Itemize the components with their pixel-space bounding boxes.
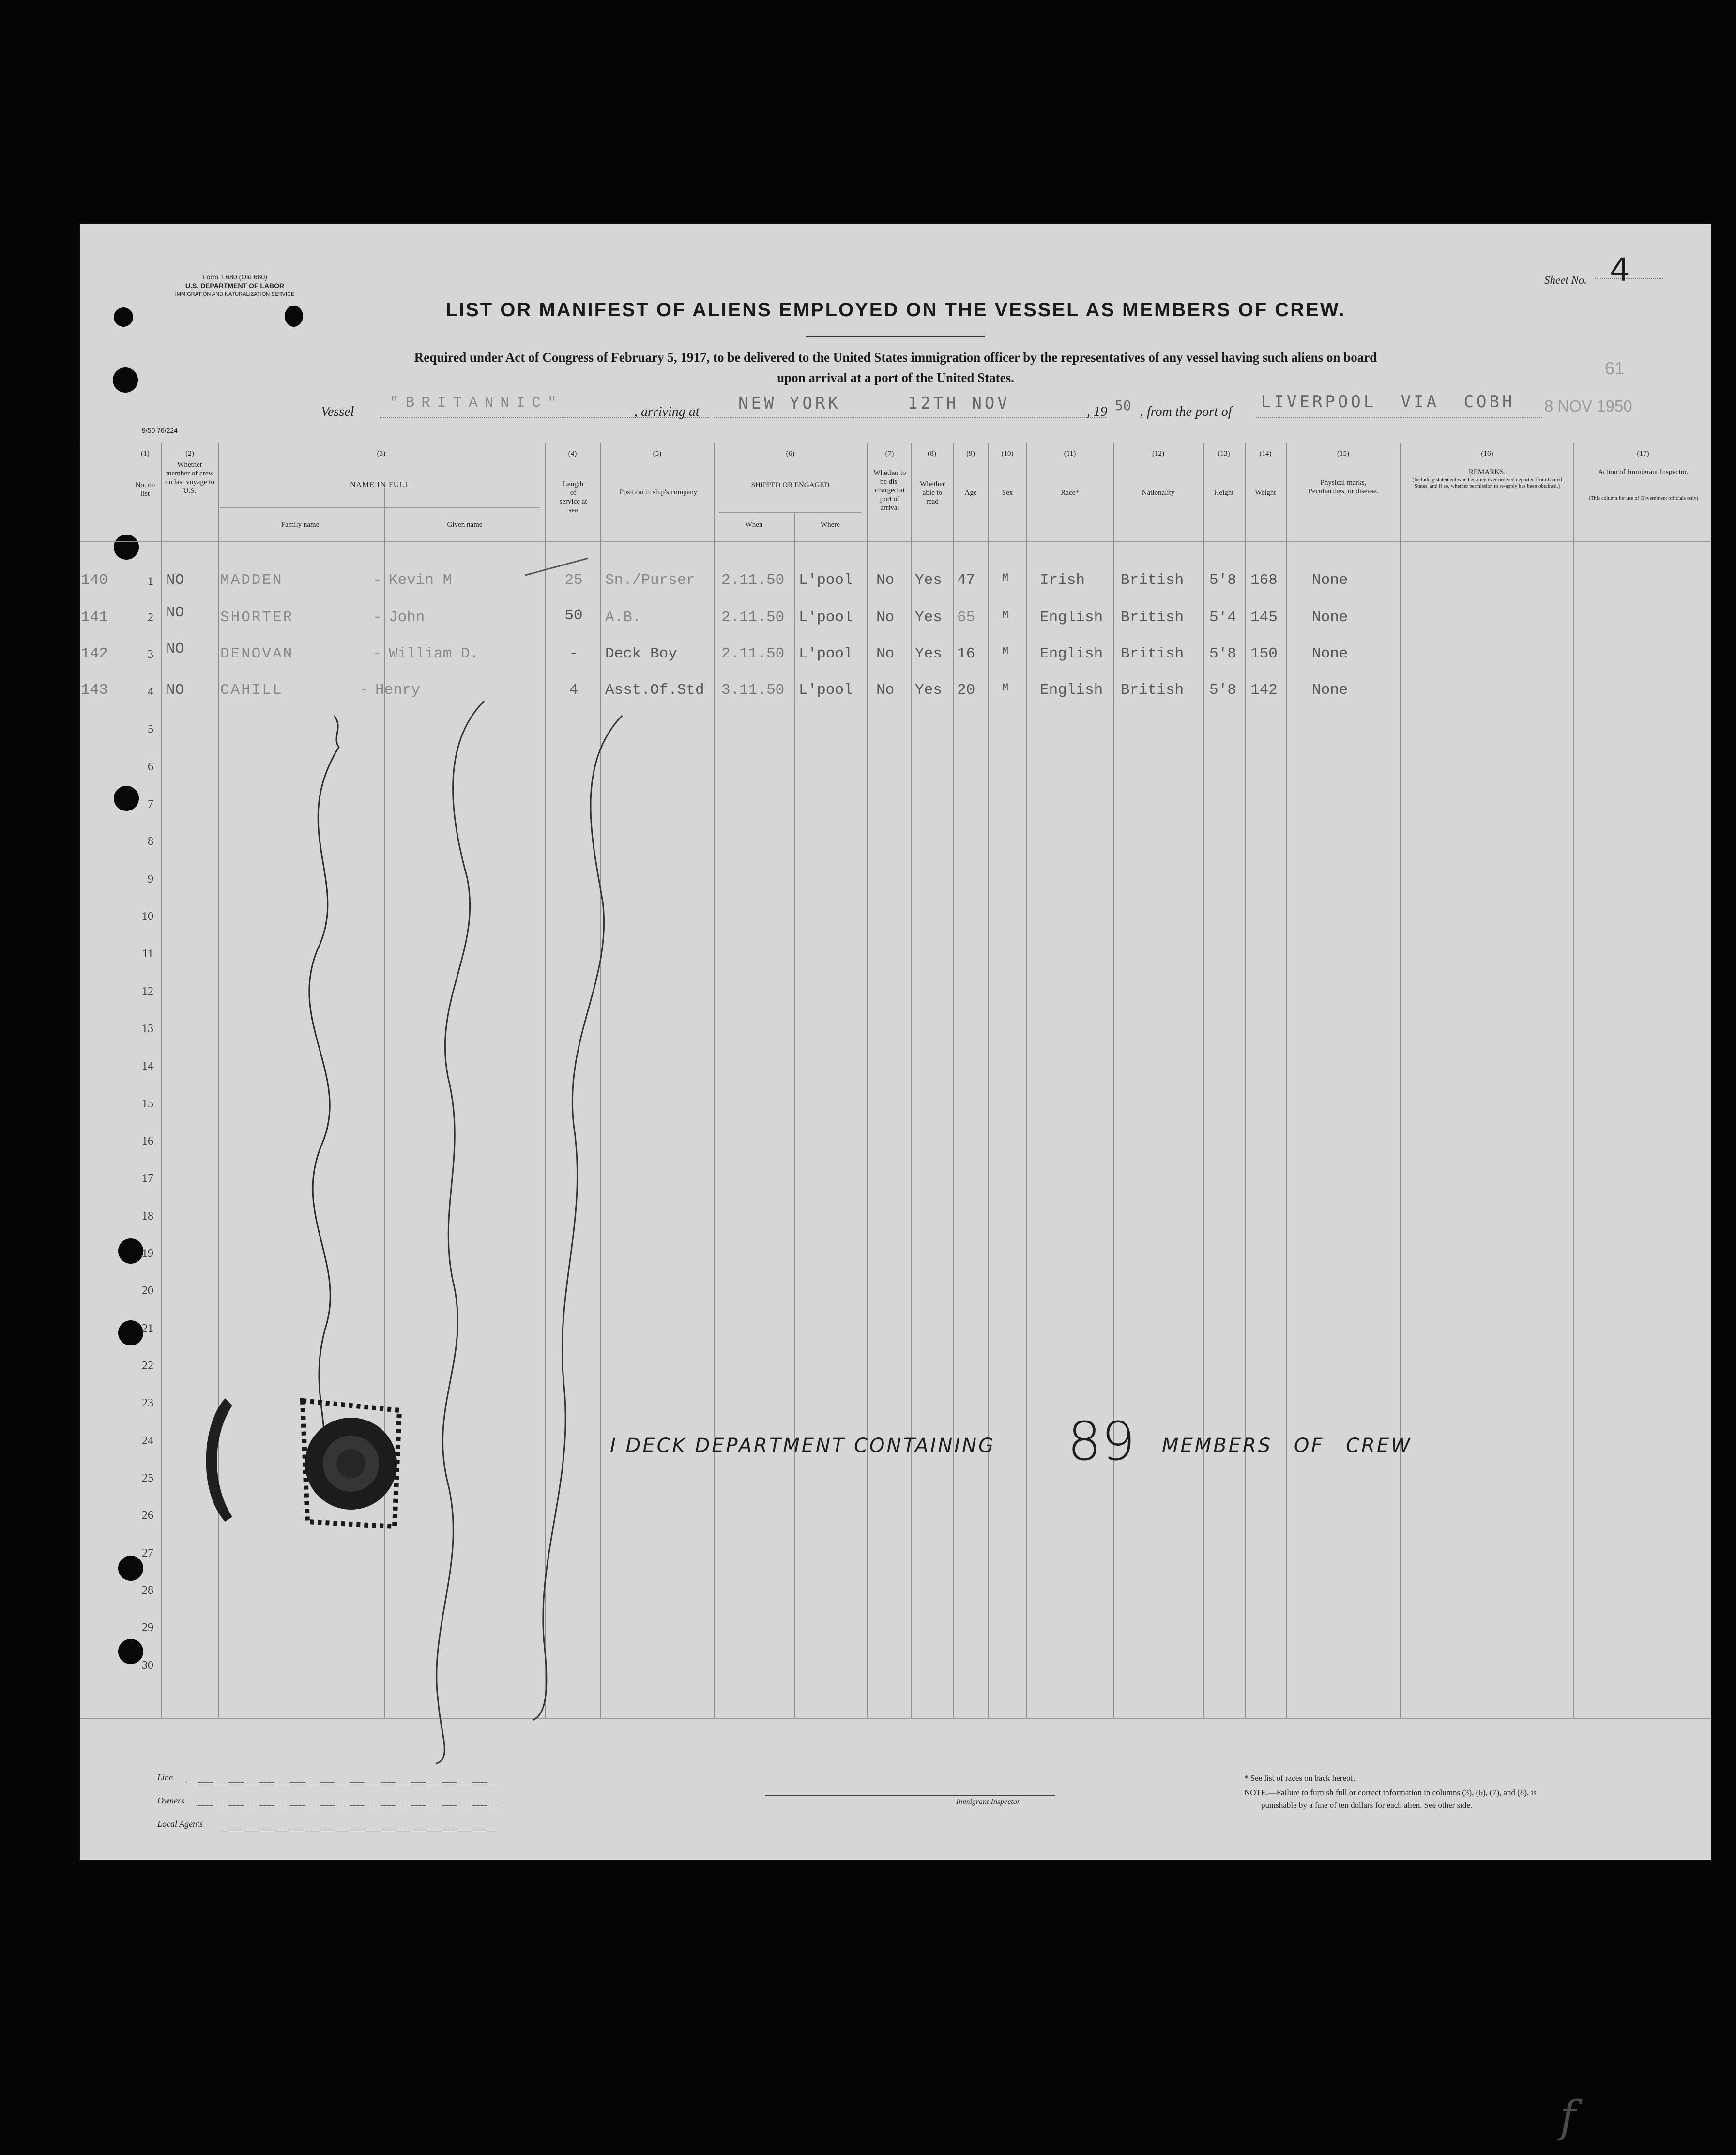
nationality-cell: British	[1121, 572, 1184, 589]
height-cell: 5'8	[1209, 572, 1236, 589]
wavy-line	[525, 558, 588, 575]
wavy-line	[533, 716, 622, 1720]
prev-voyage-cell: NO	[166, 572, 184, 589]
col-14-number: (14)	[1259, 450, 1272, 458]
marks-cell: None	[1312, 682, 1348, 699]
race-cell: English	[1040, 609, 1103, 626]
annotation-count: 89	[1067, 1410, 1135, 1472]
row-number: 7	[148, 798, 153, 810]
position-cell: Asst.Of.Std	[605, 682, 704, 699]
row-number: 10	[142, 910, 153, 923]
year-suffix: 50	[1115, 397, 1131, 413]
table-row: 140 NO MADDEN - Kevin M 25 Sn./Purser 2.11.50 L'pool No Yes 47 M Irish British 5'8 168 None	[81, 572, 1348, 589]
sex-cell: M	[1002, 609, 1009, 621]
footer-agents-label: Local Agents	[157, 1819, 203, 1829]
wavy-line	[436, 701, 484, 1764]
prev-voyage-cell: NO	[166, 682, 184, 699]
row-number: 5	[148, 723, 153, 735]
age-cell: 65	[957, 609, 975, 626]
departure-port: LIVERPOOL VIA COBH	[1261, 392, 1515, 412]
service-cell: 4	[569, 682, 579, 699]
col-3-number: (3)	[377, 450, 386, 458]
given-name-cell: John	[389, 609, 425, 626]
marks-cell: None	[1312, 609, 1348, 626]
row-number: 16	[142, 1135, 153, 1147]
discharge-cell: No	[876, 645, 895, 662]
col-15-label: Physical marks, Peculiarities, or disease.	[1308, 479, 1379, 495]
height-cell: 5'8	[1209, 645, 1236, 662]
shipped-when-cell: 2.11.50	[721, 609, 785, 626]
col-4-label: Length of service at sea	[559, 480, 587, 514]
sex-cell: M	[1002, 645, 1009, 657]
col-6-number: (6)	[786, 450, 795, 458]
footer-line-label: Line	[157, 1773, 173, 1782]
family-name-cell: SHORTER	[220, 609, 294, 626]
col-17-note: (This column for use of Government officials only)	[1588, 495, 1699, 501]
inspector-label: Immigrant Inspector.	[956, 1798, 1021, 1806]
form-number: Form 1 680 (Old 680)	[202, 273, 267, 281]
col-1-number: (1)	[141, 450, 150, 458]
row-number: 25	[142, 1472, 153, 1484]
inspector-signature-line	[765, 1795, 1055, 1796]
col-11-number: (11)	[1064, 450, 1076, 458]
margin-number: 140	[81, 572, 108, 589]
read-cell: Yes	[915, 572, 942, 589]
position-cell: Deck Boy	[605, 645, 677, 662]
col-6-where: Where	[821, 521, 840, 529]
col-5-number: (5)	[653, 450, 662, 458]
given-name-cell: Kevin M	[389, 572, 452, 589]
col-2-label: Whether member of crew on last voyage to U.S.	[165, 461, 215, 495]
col-17-number: (17)	[1637, 450, 1649, 458]
margin-number: 141	[81, 609, 108, 626]
manifest-sheet	[80, 224, 1711, 1860]
form-code: 9/50 76/224	[142, 427, 178, 434]
page-title: LIST OR MANIFEST OF ALIENS EMPLOYED ON THE VESSEL AS MEMBERS OF CREW.	[445, 299, 1346, 321]
col-2-number: (2)	[185, 450, 194, 458]
row-number: 11	[142, 948, 153, 960]
nationality-cell: British	[1121, 609, 1184, 626]
prev-voyage-cell: NO	[166, 641, 184, 657]
arriving-label: , arriving at	[634, 404, 700, 419]
marks-cell: None	[1312, 645, 1348, 662]
sex-cell: M	[1002, 572, 1009, 584]
row-number: 21	[142, 1322, 153, 1335]
race-cell: Irish	[1040, 572, 1085, 589]
arrival-date: 12TH NOV	[908, 394, 1010, 413]
col-16-number: (16)	[1481, 450, 1493, 458]
col-13-number: (13)	[1218, 450, 1230, 458]
row-number: 26	[142, 1509, 153, 1522]
marks-cell: None	[1312, 572, 1348, 589]
row-number: 1	[148, 575, 153, 588]
row-number: 30	[142, 1659, 153, 1672]
footnote-note: NOTE.—Failure to furnish full or correct information in columns (3), (6), (7), and (8), is	[1244, 1788, 1537, 1797]
col-10-label: Sex	[1002, 489, 1013, 497]
service-cell: -	[569, 645, 579, 662]
row-number: 27	[142, 1547, 153, 1559]
given-name-cell: Henry	[375, 682, 421, 699]
col-14-label: Weight	[1255, 489, 1276, 497]
row-number: 2	[148, 611, 153, 624]
col-9-number: (9)	[966, 450, 975, 458]
shipped-where-cell: L'pool	[799, 572, 853, 589]
department-name: U.S. DEPARTMENT OF LABOR	[185, 282, 285, 290]
family-name-cell: CAHILL	[220, 682, 283, 699]
read-cell: Yes	[915, 645, 942, 662]
shipped-where-cell: L'pool	[799, 609, 853, 626]
col-11-label: Race*	[1061, 489, 1079, 497]
race-cell: English	[1040, 682, 1103, 699]
row-number: 4	[148, 686, 153, 698]
weight-cell: 168	[1250, 572, 1278, 589]
vessel-name: "BRITANNIC"	[390, 395, 563, 412]
col-3-family-name: Family name	[281, 521, 320, 529]
row-number: 8	[148, 835, 153, 848]
col-8-label: Whether able to read	[920, 480, 945, 505]
row-number: 15	[142, 1098, 153, 1110]
shipped-where-cell: L'pool	[799, 682, 853, 699]
row-number: 19	[142, 1247, 153, 1260]
col-10-number: (10)	[1001, 450, 1014, 458]
year-prefix: , 19	[1087, 404, 1107, 419]
table-row: 141 NO SHORTER - John 50 A.B. 2.11.50 L'pool No Yes 65 M English British 5'4 145 None	[81, 604, 1348, 626]
col-13-label: Height	[1214, 489, 1234, 497]
col-15-number: (15)	[1337, 450, 1349, 458]
row-number: 14	[142, 1060, 153, 1072]
weight-cell: 142	[1250, 682, 1278, 699]
margin-number: 142	[81, 645, 108, 662]
shipped-when-cell: 3.11.50	[721, 682, 785, 699]
col-8-number: (8)	[928, 450, 936, 458]
position-cell: A.B.	[605, 609, 641, 626]
table-row: 143 NO CAHILL - Henry 4 Asst.Of.Std 3.11.50 L'pool No Yes 20 M English British 5'8 142 None	[81, 682, 1348, 699]
table-row: 142 NO DENOVAN - William D. - Deck Boy 2.11.50 L'pool No Yes 16 M English British 5'8 150 None	[81, 641, 1348, 662]
footer-owners-label: Owners	[157, 1796, 185, 1805]
from-port-label: , from the port of	[1140, 404, 1232, 419]
sheet-number-label: Sheet No.	[1544, 274, 1587, 286]
age-cell: 16	[957, 645, 975, 662]
col-9-label: Age	[964, 489, 977, 497]
vessel-label: Vessel	[321, 404, 354, 419]
annotation-suffix: MEMBERS OF CREW	[1162, 1435, 1412, 1457]
family-name-cell: MADDEN	[220, 572, 283, 589]
bottom-mark: f	[1560, 2092, 1576, 2142]
col-3-label: NAME IN FULL.	[350, 481, 412, 489]
nationality-cell: British	[1121, 645, 1184, 662]
col-4-number: (4)	[568, 450, 577, 458]
arrival-port: NEW YORK	[738, 394, 841, 413]
sheet-number-value: 4	[1610, 251, 1630, 289]
service-cell: 50	[564, 607, 583, 624]
age-cell: 47	[957, 572, 975, 589]
discharge-cell: No	[876, 682, 895, 699]
embossed-seal	[303, 1401, 399, 1527]
position-cell: Sn./Purser	[605, 572, 696, 589]
subtitle-line-1: Required under Act of Congress of February 5, 1917, to be delivered to the United States immigration officer by the representatives of any vessel having such aliens on board	[414, 350, 1377, 365]
weight-cell: 145	[1250, 609, 1278, 626]
col-16-label: REMARKS.	[1468, 468, 1506, 476]
corner-mark: 61	[1605, 358, 1625, 378]
col-7-label: Whether to be dis-charged at port of arrival	[873, 469, 906, 512]
col-16-note: (Including statement whether alien ever ordered deported from United States, and if so, whether permission to re-apply has been obtained.)	[1412, 477, 1562, 489]
margin-number: 143	[81, 682, 108, 699]
row-number: 9	[148, 873, 153, 886]
footnote-penalty: punishable by a fine of ten dollars for each alien. See other side.	[1261, 1801, 1473, 1810]
prev-voyage-cell: NO	[166, 604, 184, 621]
age-cell: 20	[957, 682, 975, 699]
row-number: 20	[142, 1284, 153, 1297]
shipped-when-cell: 2.11.50	[721, 572, 785, 589]
nationality-cell: British	[1121, 682, 1184, 699]
row-number: 13	[142, 1023, 153, 1035]
row-number: 12	[142, 985, 153, 998]
row-number: 18	[142, 1210, 153, 1223]
row-number: 3	[148, 648, 153, 661]
row-number: 28	[142, 1584, 153, 1597]
weight-cell: 150	[1250, 645, 1278, 662]
row-number: 24	[142, 1435, 153, 1447]
cancellation-marks	[80, 224, 1711, 1860]
col-6-label: SHIPPED OR ENGAGED	[751, 481, 830, 489]
service-name: IMMIGRATION AND NATURALIZATION SERVICE	[175, 291, 295, 297]
col-12-number: (12)	[1152, 450, 1164, 458]
footnote-races: * See list of races on back hereof.	[1244, 1773, 1355, 1783]
family-name-cell: DENOVAN	[220, 645, 294, 662]
subtitle-line-2: upon arrival at a port of the United States.	[777, 370, 1014, 385]
shipped-when-cell: 2.11.50	[721, 645, 785, 662]
partial-seal	[206, 1398, 232, 1522]
annotation-prefix: I DECK DEPARTMENT CONTAINING	[610, 1435, 996, 1457]
row-number: 6	[148, 761, 153, 773]
given-name-cell: William D.	[389, 645, 479, 662]
col-6-when: When	[745, 521, 763, 529]
date-stamp: 8 NOV 1950	[1544, 397, 1632, 415]
row-number: 17	[142, 1172, 153, 1185]
col-3-given-name: Given name	[447, 521, 483, 529]
sex-cell: M	[1002, 682, 1009, 694]
discharge-cell: No	[876, 609, 895, 626]
discharge-cell: No	[876, 572, 895, 589]
col-5-label: Position in ship's company	[619, 489, 698, 496]
service-cell: 25	[564, 572, 583, 589]
col-12-label: Nationality	[1142, 489, 1175, 497]
height-cell: 5'8	[1209, 682, 1236, 699]
col-7-number: (7)	[885, 450, 894, 458]
read-cell: Yes	[915, 609, 942, 626]
row-number: 23	[142, 1397, 153, 1409]
col-17-label: Action of Immigrant Inspector.	[1598, 468, 1689, 476]
race-cell: English	[1040, 645, 1103, 662]
read-cell: Yes	[915, 682, 942, 699]
row-number: 29	[142, 1621, 153, 1634]
wavy-line	[309, 716, 339, 1459]
shipped-where-cell: L'pool	[799, 645, 853, 662]
row-number: 22	[142, 1360, 153, 1372]
col-1-label: No. on list	[135, 481, 155, 498]
height-cell: 5'4	[1209, 609, 1236, 626]
